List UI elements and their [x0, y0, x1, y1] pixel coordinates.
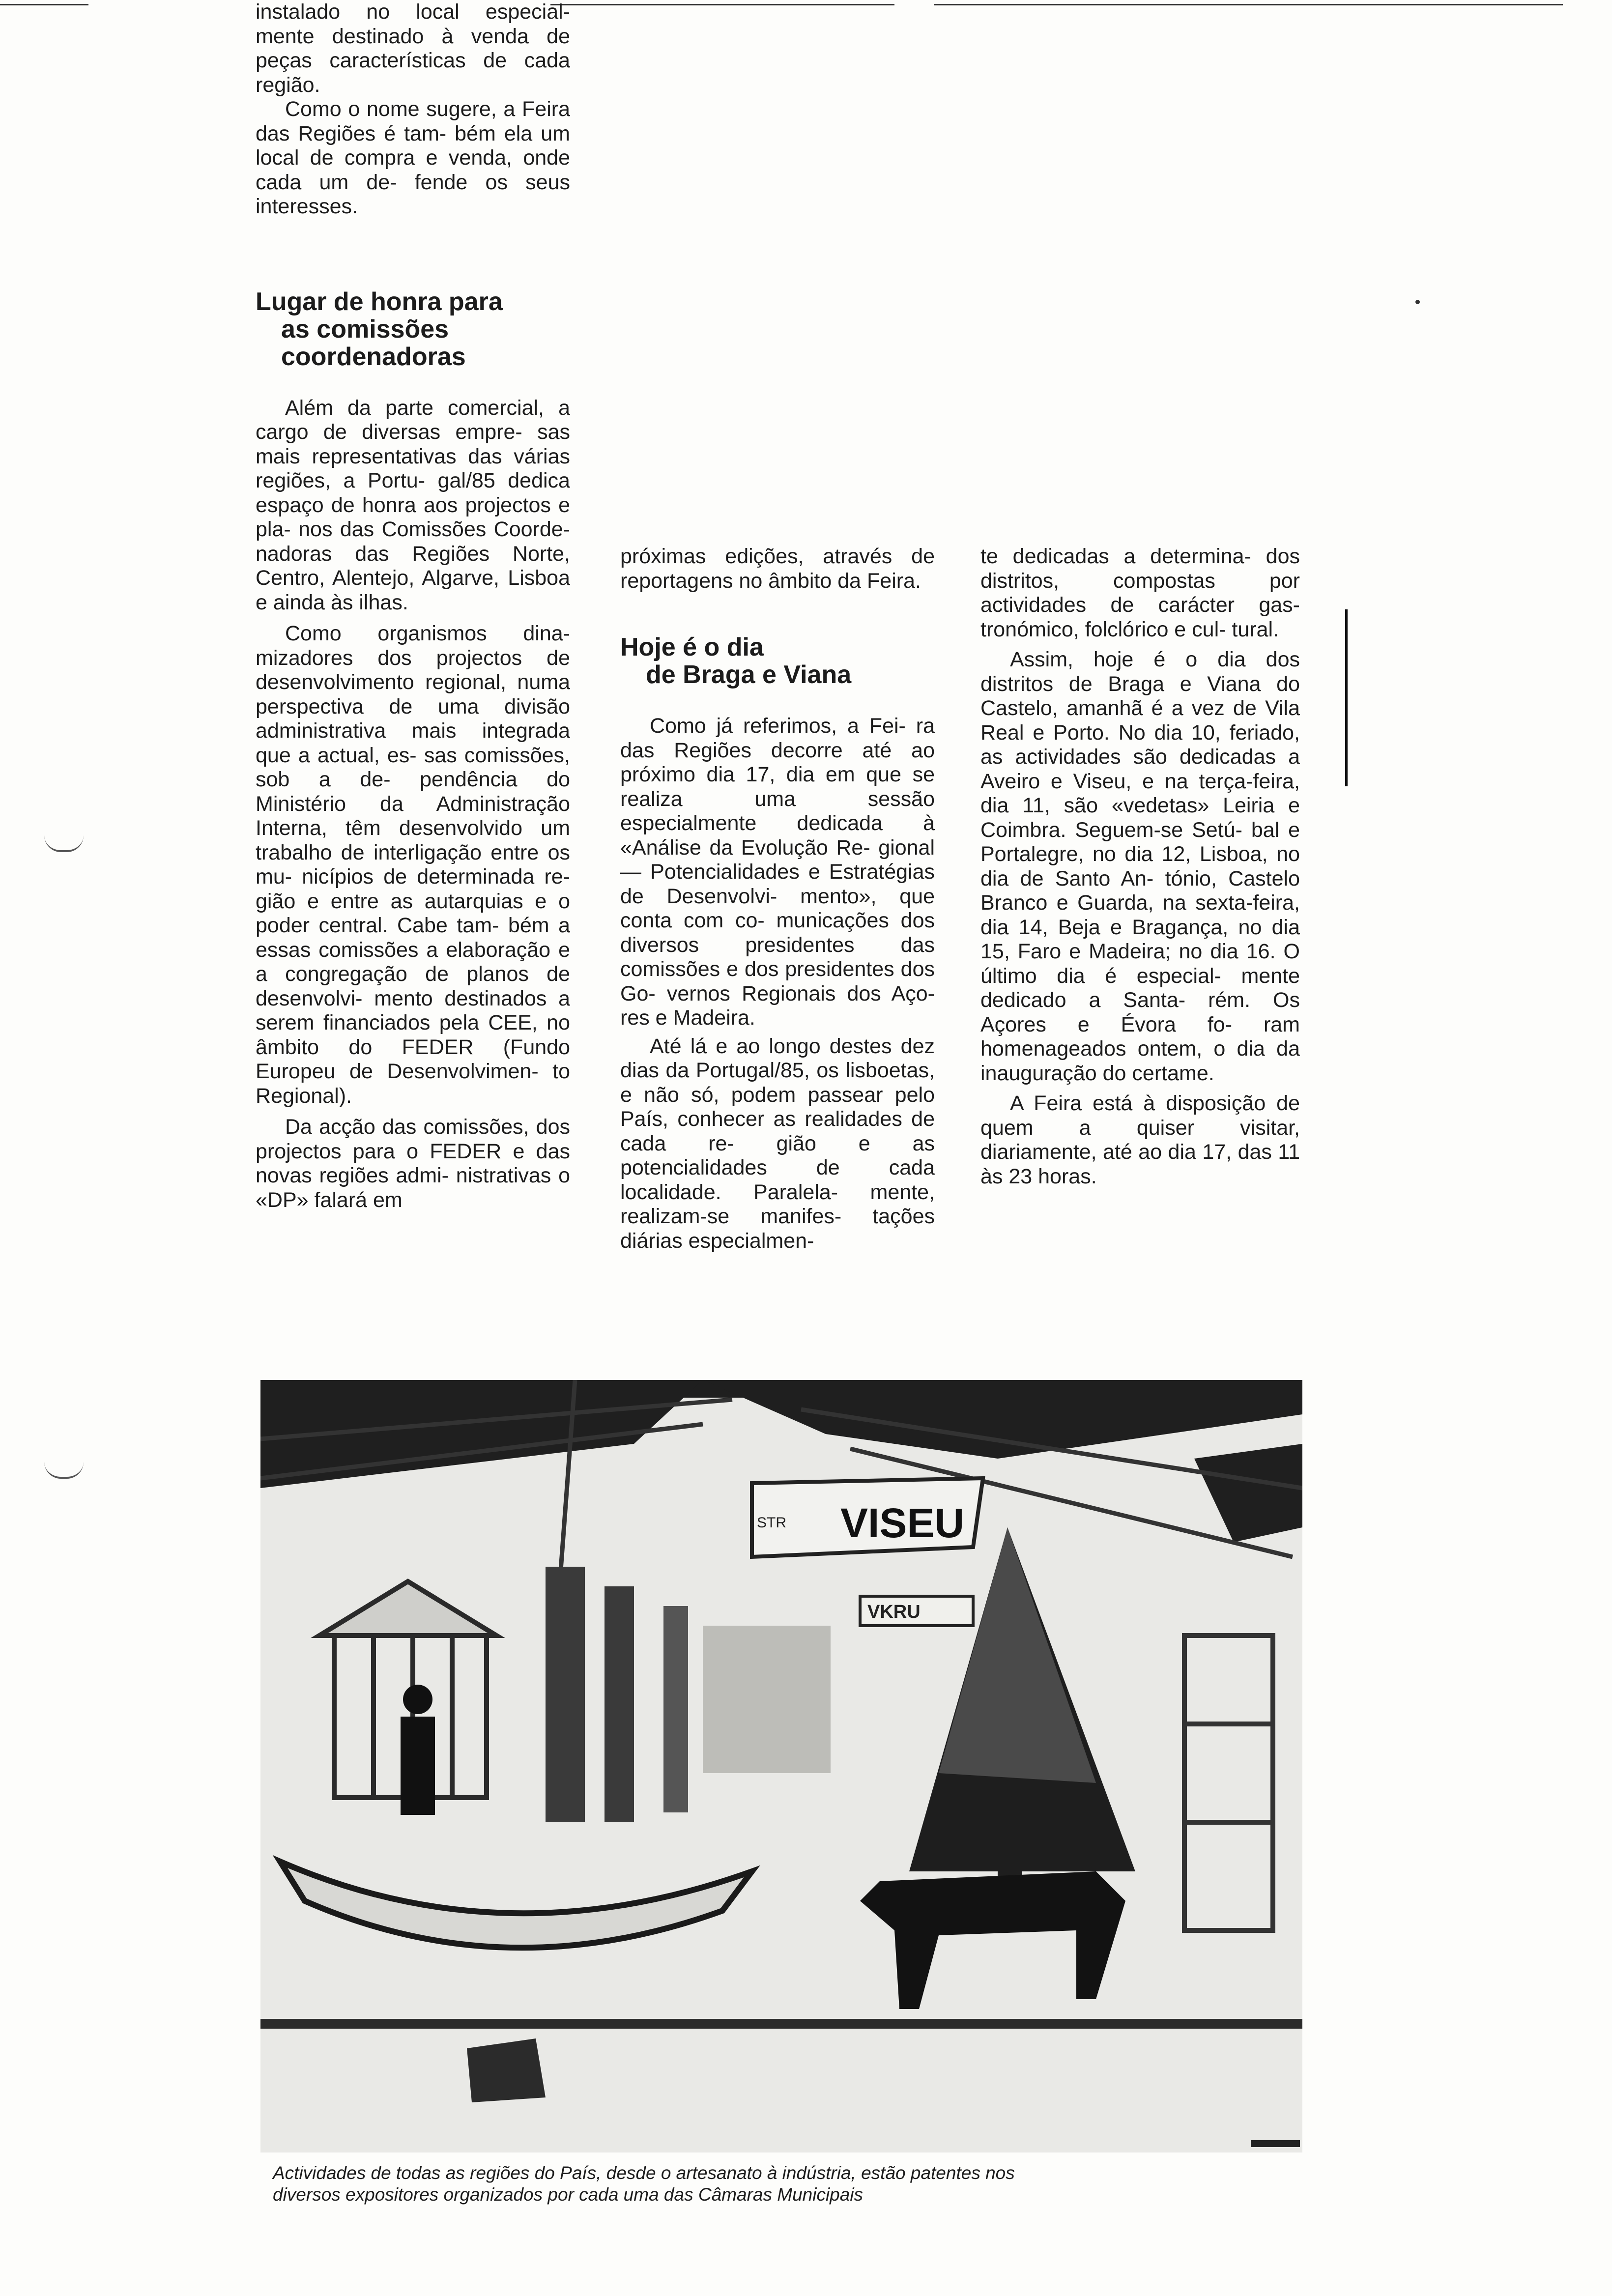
column-separator — [1345, 609, 1348, 786]
top-rule-right — [934, 4, 1563, 5]
scan-dot — [1415, 300, 1420, 304]
paragraph-da-accao-das-comissoes: Da acção das comissões, dos projectos para o FEDER e das novas regiões admi- nistrativas o «DP» falará em — [256, 1115, 570, 1212]
sign-viseu: VISEU — [840, 1500, 965, 1546]
paragraph-como-organismos: Como organismos dina- mizadores dos projectos de desenvolvimento regional, numa perspectiva de uma divisão administrativa mais integrada que a actual, es- sas comissões, sob a de- pendência do Ministério da Administração Interna, têm desenvolvido um trabalho de interligação entre os mu- nicípios de determinada re- gião e entre as autarquias e o poder central. Cabe tam- bém a essas comissões a elaboração e a congregação de planos de desenvolvi- mento destinados a serem financiados pela CEE, no âmbito do FEDER (Fundo Europeu de Desenvolvimen- to Regional). — [256, 622, 571, 1108]
sign-partial: VKRU — [867, 1602, 921, 1622]
paragraph-a-feira-esta: A Feira está à disposição de quem a quiser visitar, diariamente, até ao dia 17, das 11 às 23 horas. — [980, 1091, 1300, 1188]
paragraph-ate-la: Até lá e ao longo destes dez dias da Portugal/85, os lisboetas, e não só, podem passear pelo País, conhecer as realidades de cada re- gião e as potencialidades de cada localidade. Paralela- mente, realizam-se manifes- tações diárias especialmen- — [620, 1034, 935, 1253]
photo-caption — [273, 2162, 1256, 2206]
section-heading-lugar-de-honra: Lugar de honra para as comissões coordenadoras — [256, 287, 503, 371]
sign-small: STR — [757, 1515, 786, 1531]
intro-text: instalado no local especial- mente destinado à venda de peças características de cada região. — [256, 0, 570, 97]
paragraph-alem-da-parte-comercial: Além da parte comercial, a cargo de diversas empre- sas mais representativas das várias regiões, a Portu- gal/85 dedica espaço de honra aos projectos e pla- nos das Comissões Coorde- nadoras das Regiões Norte, Centro, Alentejo, Algarve, Lisboa e ainda às ilhas. — [256, 396, 571, 614]
scan-mark-left-2 — [44, 1462, 84, 1479]
intro-paragraph: Como o nome sugere, a Feira das Regiões é tam- bém ela um local de compra e venda, onde cada um de- fende os seus interesses. — [256, 97, 570, 218]
column-1 — [256, 0, 570, 1212]
fair-photograph — [260, 1380, 1302, 2152]
caption-line-1: Actividades de todas as regiões do País, desde o artesanato à indústria, estão patentes nos — [273, 2163, 1015, 2183]
caption-line-2: diversos expositores organizados por cada uma das Câmaras Municipais — [273, 2184, 864, 2205]
top-rule-left — [0, 4, 88, 5]
column-2 — [620, 545, 935, 1253]
photo-figure-person — [401, 1685, 435, 1815]
continuation-text: próximas edições, através de reportagens no âmbito da Feira. — [620, 545, 935, 593]
photo-drawing — [260, 1380, 1302, 2152]
scan-corner-mark — [1251, 2140, 1300, 2147]
top-rule-middle — [550, 4, 894, 5]
section-heading-hoje-e-o-dia: Hoje é o dia de Braga e Viana — [620, 633, 852, 689]
paragraph-como-ja-referimos: Como já referimos, a Fei- ra das Regiões decorre até ao próximo dia 17, dia em que se realiza uma sessão especialmente dedicada à «Análise da Evolução Re- gional — Potencialidades e Estratégias de Desenvolvi- mento», que conta com co- municações dos diversos presidentes das comissões e dos presidentes dos Go- vernos Regionais dos Aço- res e Madeira. — [620, 714, 935, 1030]
paragraph-assim-hoje: Assim, hoje é o dia dos distritos de Braga e Viana do Castelo, amanhã é a vez de Vila Real e Porto. No dia 10, feriado, as actividades são dedicadas a Aveiro e Viseu, e na terça-feira, dia 11, são «vedetas» Leiria e Coimbra. Seguem-se Setú- bal e Portalegre, no dia 12, Lisboa, no dia de Santo An- tónio, Castelo Branco e Guarda, na sexta-feira, dia 14, Beja e Bragança, no dia 15, Faro e Madeira; no dia 16. O último dia é especial- mente dedicado a Santa- rém. Os Açores e Évora fo- ram homenageados ontem, o dia da inauguração do certame. — [980, 648, 1300, 1085]
scan-mark-left-1 — [44, 835, 84, 852]
paragraph-te-dedicadas: te dedicadas a determina- dos distritos, compostas por actividades de carácter gas- tronómico, folclórico e cul- tural. — [980, 545, 1300, 641]
column-3 — [980, 545, 1300, 1189]
